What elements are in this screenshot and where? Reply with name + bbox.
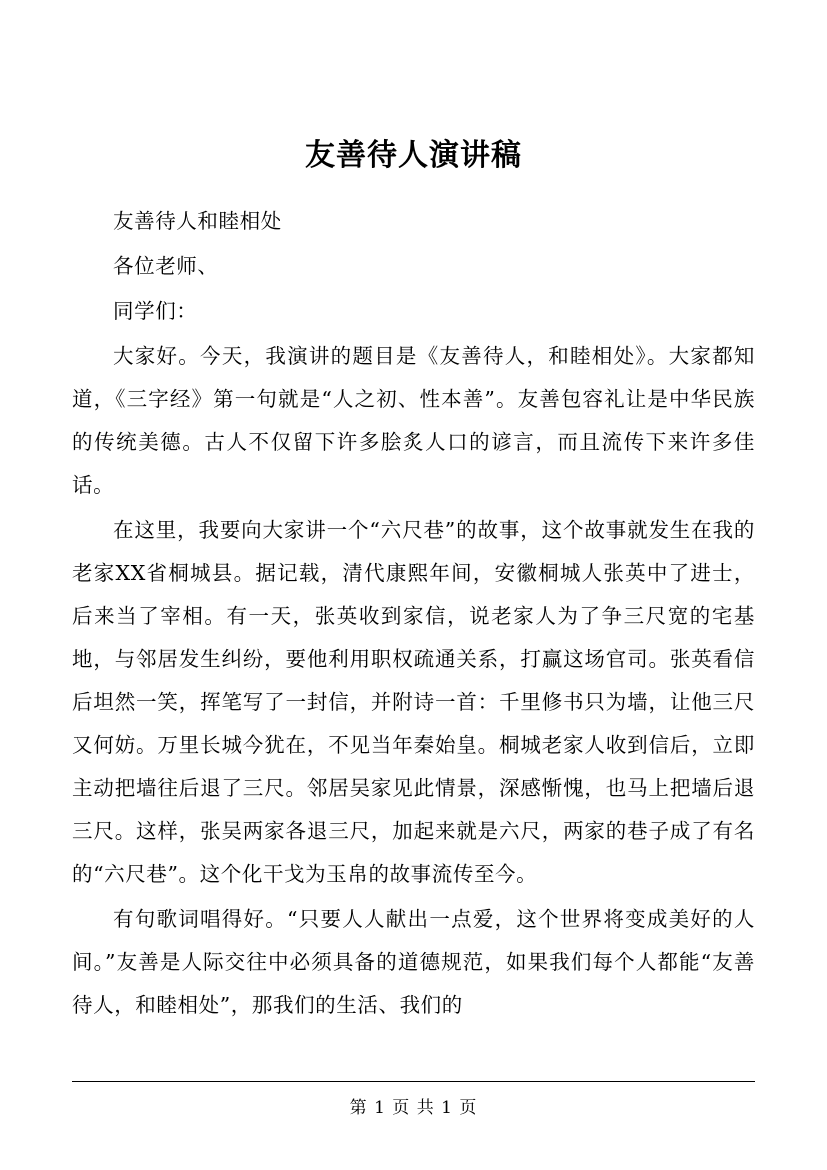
- paragraph-1: 友善待人和睦相处: [113, 209, 282, 233]
- paragraph-6: 有句歌词唱得好。“只要人人献出一点爱，这个世界将变成美好的人间。”友善是人际交往中必须具备的道德规范，如果我们每个人都能“友善待人，和睦相处”，那我们的生活、我们的: [72, 907, 755, 1017]
- footer-divider: [72, 1081, 755, 1082]
- paragraph-2: 各位老师、: [113, 254, 219, 278]
- paragraph-5: 在这里，我要向大家讲一个“六尺巷”的故事，这个故事就发生在我的老家XX省桐城县。据记载，清代康熙年间，安徽桐城人张英中了进士，后来当了宰相。有一天，张英收到家信，说老家人为了争三尺宽的宅基地，与邻居发生纠纷，要他利用职权疏通关系，打赢这场官司。张英看信后坦然一笑，挥笔写了一封信，并附诗一首：千里修书只为墙，让他三尺又何妨。万里长城今犹在，不见当年秦始皇。桐城老家人收到信后，立即主动把墙往后退了三尺。邻居吴家见此情景，深感惭愧，也马上把墙后退三尺。这样，张吴两家各退三尺，加起来就是六尺，两家的巷子成了有名的“六尺巷”。这个化干戈为玉帛的故事流传至今。: [72, 518, 755, 886]
- paragraph-4: 大家好。今天，我演讲的题目是《友善待人，和睦相处》。大家都知道，《三字经》第一句就是“人之初、性本善”。友善包容礼让是中华民族的传统美德。古人不仅留下许多脍炙人口的谚言，而且流传下来许多佳话。: [72, 344, 755, 497]
- page-footer: 第 1 页 共 1 页: [349, 1098, 478, 1118]
- document-body: [72, 200, 755, 1027]
- paragraph-3: 同学们：: [113, 299, 198, 323]
- page-title: 友善待人演讲稿: [305, 138, 522, 173]
